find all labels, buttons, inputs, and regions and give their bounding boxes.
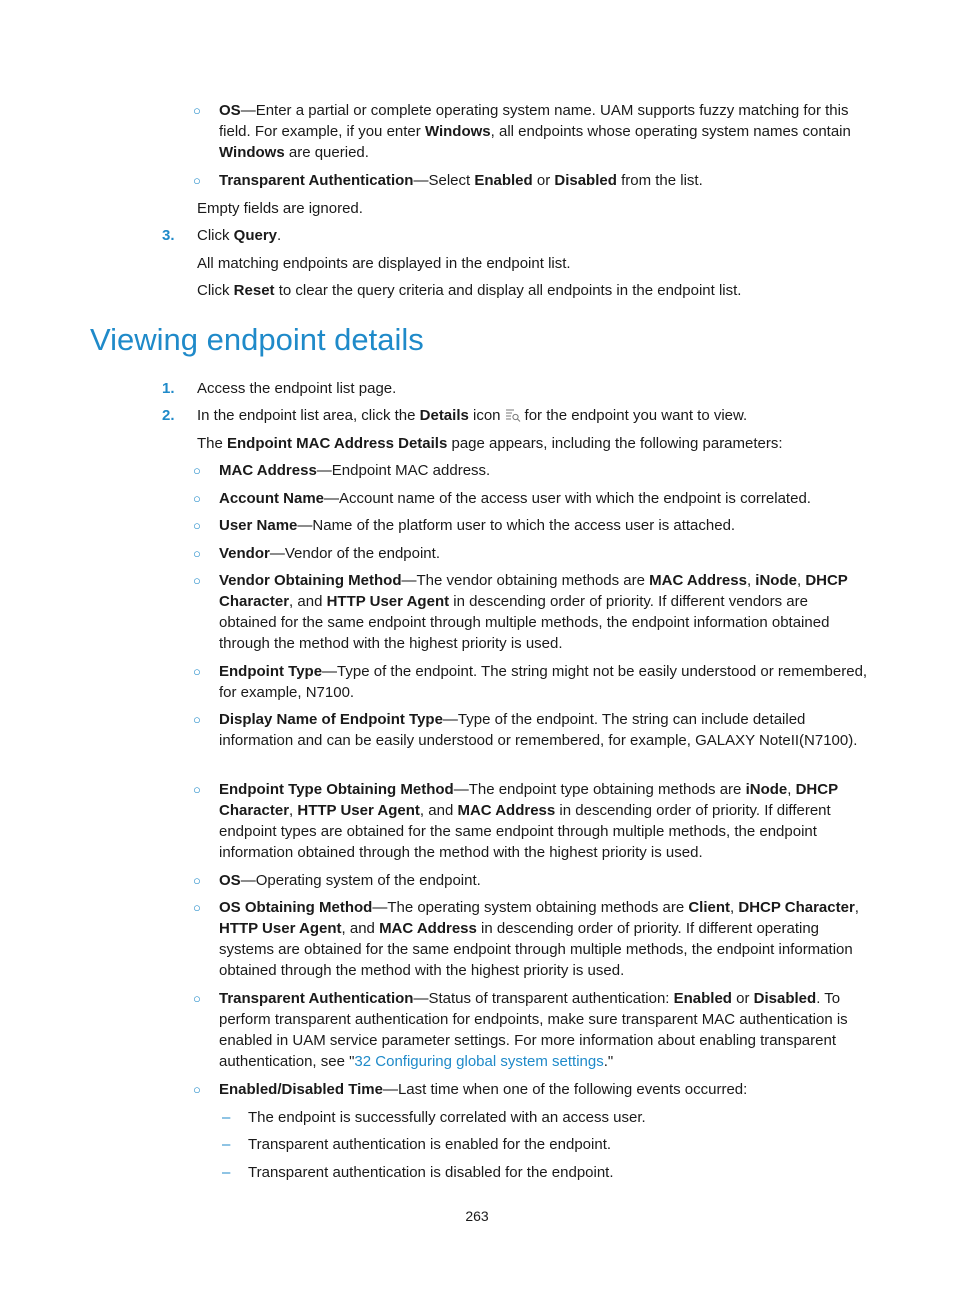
bullet: ○ <box>193 664 201 679</box>
param-endpoint-type <box>219 661 869 703</box>
text: icon <box>468 407 501 424</box>
term: MAC Address <box>219 462 317 479</box>
term: MAC Address <box>379 920 477 937</box>
term: User Name <box>219 517 298 534</box>
text: in descending order of priority. If different endpoint types are obtained for the same endpoint through multiple methods, the endpoint information obtained through the method with the highest priority is used. <box>219 802 831 861</box>
term: HTTP User Agent <box>326 593 450 610</box>
term: Query <box>233 227 278 244</box>
details-icon <box>505 407 521 421</box>
event-item: Transparent authentication is enabled for the endpoint. <box>248 1136 612 1153</box>
term: Reset <box>233 282 275 299</box>
bullet: ○ <box>193 1082 201 1097</box>
text: , <box>289 802 298 819</box>
os-criteria <box>219 100 869 163</box>
step-2 <box>197 405 877 426</box>
step-1: Access the endpoint list page. <box>197 380 397 397</box>
bullet: ○ <box>193 873 201 888</box>
param-enabled-disabled-time <box>219 1079 869 1100</box>
param-transparent-auth <box>219 988 869 1072</box>
text: —Type of the endpoint. The string might not be easily understood or remembered, for example, N7100. <box>219 663 868 701</box>
event-item: The endpoint is successfully correlated with an access user. <box>248 1109 646 1126</box>
details-intro <box>197 433 877 454</box>
term: Display Name of Endpoint Type <box>219 711 443 728</box>
param-vendor-obtaining <box>219 570 869 654</box>
text: for the endpoint you want to view. <box>524 407 748 424</box>
text: —Endpoint MAC address. <box>316 462 491 479</box>
bullet: ○ <box>193 173 201 188</box>
term: Windows <box>424 123 491 140</box>
term: Account Name <box>219 490 325 507</box>
text: page appears, including the following parameters: <box>447 435 783 452</box>
bullet: ○ <box>193 573 201 588</box>
text: . To perform transparent authentication for endpoints, make sure transparent MAC authentication is enabled in UAM service parameter settings. For more information about enabling transparent authentication, see " <box>219 990 848 1070</box>
text: , <box>746 572 756 589</box>
param-mac <box>219 460 869 481</box>
text: or <box>532 172 555 189</box>
bullet: ○ <box>193 463 201 478</box>
text: in descending order of priority. If different vendors are obtained for the same endpoint through multiple methods, the endpoint information obtained through the method with the highest priority is used. <box>219 593 830 652</box>
text: —Type of the endpoint. The string can include detailed information and can be easily understood or remembered, for example, GALAXY NoteII(N7100). <box>219 711 858 749</box>
param-account <box>219 488 869 509</box>
term: Vendor <box>219 545 270 562</box>
empty-note: Empty fields are ignored. <box>197 200 363 217</box>
term: Transparent Authentication <box>219 172 414 189</box>
param-vendor <box>219 543 869 564</box>
text: are queried. <box>284 144 369 161</box>
text: —Last time when one of the following events occurred: <box>382 1081 748 1098</box>
term: Endpoint Type Obtaining Method <box>219 781 454 798</box>
dash: – <box>222 1109 231 1126</box>
term: Enabled <box>474 172 533 189</box>
text: , and <box>419 802 458 819</box>
text: ." <box>603 1053 614 1070</box>
bullet: ○ <box>193 518 201 533</box>
event-item: Transparent authentication is disabled for the endpoint. <box>248 1164 614 1181</box>
term: Enabled <box>673 990 732 1007</box>
step-number: 1. <box>162 380 175 397</box>
term: DHCP Character <box>219 572 848 610</box>
bullet: ○ <box>193 491 201 506</box>
term: Endpoint MAC Address Details <box>227 435 448 452</box>
term: Client <box>688 899 731 916</box>
text: —Enter a partial or complete operating system name. UAM supports fuzzy matching for this field. For example, if you enter <box>219 102 849 140</box>
term: OS <box>219 872 241 889</box>
text: or <box>731 990 754 1007</box>
bullet: ○ <box>193 712 201 727</box>
text: —Operating system of the endpoint. <box>240 872 481 889</box>
text: in descending order of priority. If different operating systems are obtained for the same endpoint through multiple methods, the endpoint information obtained through the method with the highest priority is used. <box>219 920 853 979</box>
bullet: ○ <box>193 782 201 797</box>
text: , <box>796 572 806 589</box>
term: DHCP Character <box>738 899 855 916</box>
term: Disabled <box>554 172 617 189</box>
all-matching-note: All matching endpoints are displayed in the endpoint list. <box>197 255 571 272</box>
term: Details <box>419 407 469 424</box>
text: The <box>197 435 228 452</box>
text: In the endpoint list area, click the <box>197 407 420 424</box>
term: Enabled/Disabled Time <box>219 1081 383 1098</box>
term: Endpoint Type <box>219 663 323 680</box>
ta-criteria <box>219 170 869 191</box>
text: , <box>787 781 796 798</box>
bullet: ○ <box>193 103 201 118</box>
term: HTTP User Agent <box>297 802 420 819</box>
global-settings-link[interactable]: 32 Configuring global system settings <box>354 1053 604 1070</box>
dash: – <box>222 1164 231 1181</box>
param-type-obtaining <box>219 779 869 863</box>
param-user <box>219 515 869 536</box>
param-os <box>219 870 869 891</box>
term: HTTP User Agent <box>219 920 342 937</box>
step-number: 3. <box>162 227 175 244</box>
text: from the list. <box>616 172 703 189</box>
term: MAC Address <box>649 572 747 589</box>
bullet: ○ <box>193 991 201 1006</box>
text: , <box>730 899 739 916</box>
text: . <box>277 227 282 244</box>
term: iNode <box>755 572 797 589</box>
text: , and <box>289 593 327 610</box>
section-title: Viewing endpoint details <box>90 322 424 357</box>
term: OS <box>219 102 241 119</box>
term: OS Obtaining Method <box>219 899 373 916</box>
text: —The operating system obtaining methods are <box>372 899 689 916</box>
bullet: ○ <box>193 900 201 915</box>
term: Windows <box>219 144 285 161</box>
term: Vendor Obtaining Method <box>219 572 402 589</box>
term: Disabled <box>753 990 817 1007</box>
text: Click <box>197 227 234 244</box>
text: , <box>854 899 859 916</box>
text: —Vendor of the endpoint. <box>269 545 440 562</box>
page-number: 263 <box>465 1208 489 1224</box>
text: —Select <box>413 172 475 189</box>
term: iNode <box>745 781 788 798</box>
param-display-name <box>219 709 869 751</box>
bullet: ○ <box>193 546 201 561</box>
term: Transparent Authentication <box>219 990 414 1007</box>
text: —The vendor obtaining methods are <box>401 572 650 589</box>
reset-note <box>197 280 877 301</box>
text: —Account name of the access user with which the endpoint is correlated. <box>324 490 811 507</box>
step-number: 2. <box>162 407 175 424</box>
term: DHCP Character <box>219 781 838 819</box>
text: Click <box>197 282 234 299</box>
term: MAC Address <box>457 802 556 819</box>
text: , and <box>341 920 380 937</box>
text: —Name of the platform user to which the access user is attached. <box>297 517 736 534</box>
text: , all endpoints whose operating system names contain <box>490 123 851 140</box>
text: —Status of transparent authentication: <box>413 990 674 1007</box>
param-os-obtaining <box>219 897 869 981</box>
step-3 <box>197 225 877 246</box>
text: to clear the query criteria and display all endpoints in the endpoint list. <box>274 282 742 299</box>
text: —The endpoint type obtaining methods are <box>453 781 746 798</box>
dash: – <box>222 1136 231 1153</box>
